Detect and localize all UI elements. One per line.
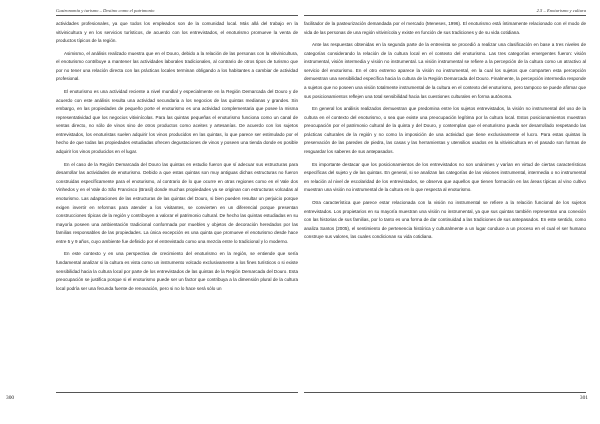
paragraph: facilitador de la pasteurización demandada por el mercado (Meneses, 1996). El enoturismo está íntimamente relacionado con el modo de vida de las personas de una región vitivinícola y existe en función de sus tradiciones y de su vida cotidiana. (304, 21, 586, 35)
header-rule (56, 15, 298, 16)
running-header: Gastronomía y turismo – Destino como el patrimonio (56, 8, 155, 13)
paragraph: Es importante destacar que los posicionamientos de los entrevistados no son unánimes y varían en virtud de ciertas características específicas del sujeto y de las quintas. En general, si se analizan las categorías de las visiones instrumental, intermedia o no instrumental en relación al nivel de escolaridad de los entrevistados, se observa que aquellos que tienen formación en las áreas típicas al vino cultivo muestran una visión no instrumental de la cultura en lo que respecta al enoturismo. (304, 161, 586, 193)
paragraph: Ante las respuestas obtenidas en la segunda parte de la entrevista se procedió a realizar una clasificación en base a tres niveles de categorías considerando la relación de la cultura local en el contexto del enoturismo. Las tres categorías emergentes fueron: visión instrumental, visión intermedia y visión no instrumental. La visión instrumental se refiere a la percepción de la cultura como un atractivo al servicio del enoturismo. En el otro extremo aparece la visión no instrumental, en la cual los sujetos que comparten esta percepción demuestran una sensibilidad específica hacia la cultura de la Región Demarcada del Douro. Finalmente, la percepción intermedia responde a sujetos que no poseen una visión totalmente instrumental de la cultura en el contexto del enoturismo, pero tampoco se puede afirmar que sus posicionamientos reflejen una total sensibilidad hacia las cuestiones culturales en forma autónoma. (304, 42, 586, 99)
running-header: 2.5 – Enoturismo y cultura (536, 8, 586, 13)
paragraph: actividades profesionales, ya que todos los empleados son de la comunidad local. Más allá del trabajo en la vitivinicultura y en los servicios turísticos, de acuerdo con los entrevistados, el enoturismo promueve la venta de productos típicos de la región. (56, 21, 298, 44)
paragraph: Asimismo, el análisis realizado muestra que en el Douro, debido a la relación de las personas con la vitivinicultura, el enoturismo contribuye a mantener las actividades laborales tradicionales, al contrario de otros tipos de turismo que por no tener una relación directa con las prácticas locales terminan obligando a los habitantes a cambiar de actividad profesional. (56, 50, 298, 82)
paragraph: El enoturismo es una actividad reciente a nivel mundial y especialmente en la Región Demarcada del Douro y de acuerdo con este análisis resulta una actividad secundaria a los negocios de las quintas medianas y grandes. Sin embargo, en las propiedades de pequeño porte el enoturismo es una actividad complementaria que posee la misma representatividad que los negocios vitivinícolas. Para las quintas pequeñas el enoturismo funciona como un canal de ventas directo, no sólo de vinos sino de otros productos como aceites y artesanías. De acuerdo con los sujetos entrevistados, los enoturistas suelen adquirir los vinos producidos en las quintas, lo que parece ser estimulado por el hecho de que todas las propiedades estudiadas ofrecen degustaciones de vinos y poseen una tienda donde es posible adquirir los vinos producidos en el lugar. (56, 89, 298, 155)
page-body (304, 20, 586, 246)
paragraph: En general los análisis realizados demuestran que predomina entre los sujetos entrevistados, la visión no instrumental del uso de la cultura en el contexto del enoturismo, o sea que existe una preocupación legítima por la cultura local. Estos posicionamientos muestran preocupación por el patrimonio cultural de la quinta y del Douro, y contemplan que el enoturismo pueda ser desarrollado respetando las prácticas culturales de la región y no como la imposición de una actividad que tiene exclusivamente el lucro. Para estas quintas la preservación de las paredes de piedra, las casas y las herramientas y utensilios usados en la vitivinicultura en el pasado son formas de resguardar los saberes de sus antepasados. (304, 106, 586, 155)
footer-rule (304, 392, 586, 393)
paragraph: En este contexto y en una perspectiva de crecimiento del enoturismo en la región, se entiende que sería fundamental analizar si la cultura es vista como un instrumento volcado exclusivamente a los fines turísticos o si existe sensibilidad hacia la cultura local por parte de los entrevistados de las quintas de la Región Demarcada del Douro. Esta preocupación se justifica porque si el enoturismo puede ser un factor que contribuya a la dimensión plural de la cultura local podría ser una fecunda fuente de renovación, pero si no lo hace será sólo un (56, 251, 298, 291)
page-number: 301 (579, 395, 588, 401)
right-page (300, 0, 600, 424)
footer-rule (56, 392, 298, 393)
page-number: 300 (6, 395, 15, 401)
header-rule (304, 15, 586, 16)
page-body (56, 20, 298, 297)
paragraph: Otra característica que parece estar relacionada con la visión no instrumental se refiere a la relación funcional de los sujetos entrevistados. Los propietarios en su mayoría muestran una visión no instrumental, ya que sus quintas también representan una conexión con las historias de sus familias, por lo tanto es una forma de dar continuidad a las tradiciones de sus antepasados. En este sentido, como analiza Santos (2005), el sentimiento de pertenencia histórica y culturalmente a un lugar conduce a un proceso en el cual el ser humano construye sus valores, las cuales condicionan su vida cotidiana. (304, 200, 586, 240)
paragraph: En el caso de la Región Demarcada del Douro las quintas en estudio fueron que sí adecuar sus estructuras para desarrollar las actividades de enoturismo. Debido a que estas quintas son muy antiguas dichas estructuras no fueron construidas específicamente para el enoturismo, al contrario de lo que ocurre en otras regiones como en el Vale dos Vinhedos y en el Vale do São Francisco (Brasil) donde muchas propiedades ya se originan con estructuras volcadas al enoturismo. Las adaptaciones de las estructuras de las quintas del Douro, si bien pueden resultar un perjuicio porque exigen invertir en reformas para atender a los visitantes, se convierten en un diferencial porque presentan construcciones típicas de la región y contribuyen a valorar el patrimonio cultural. De hecho las quintas estudiadas en su mayoría poseen una ambientación tradicional conformada por muebles y objetos de decoración heredados por las familias responsables de las propiedades. La única excepción es una quinta que promueve el enoturismo desde hace entre 5 y 9 años, cuyo ambiente fue definido por el entrevistado como una mezcla entre lo tradicional y lo moderno. (56, 161, 298, 244)
